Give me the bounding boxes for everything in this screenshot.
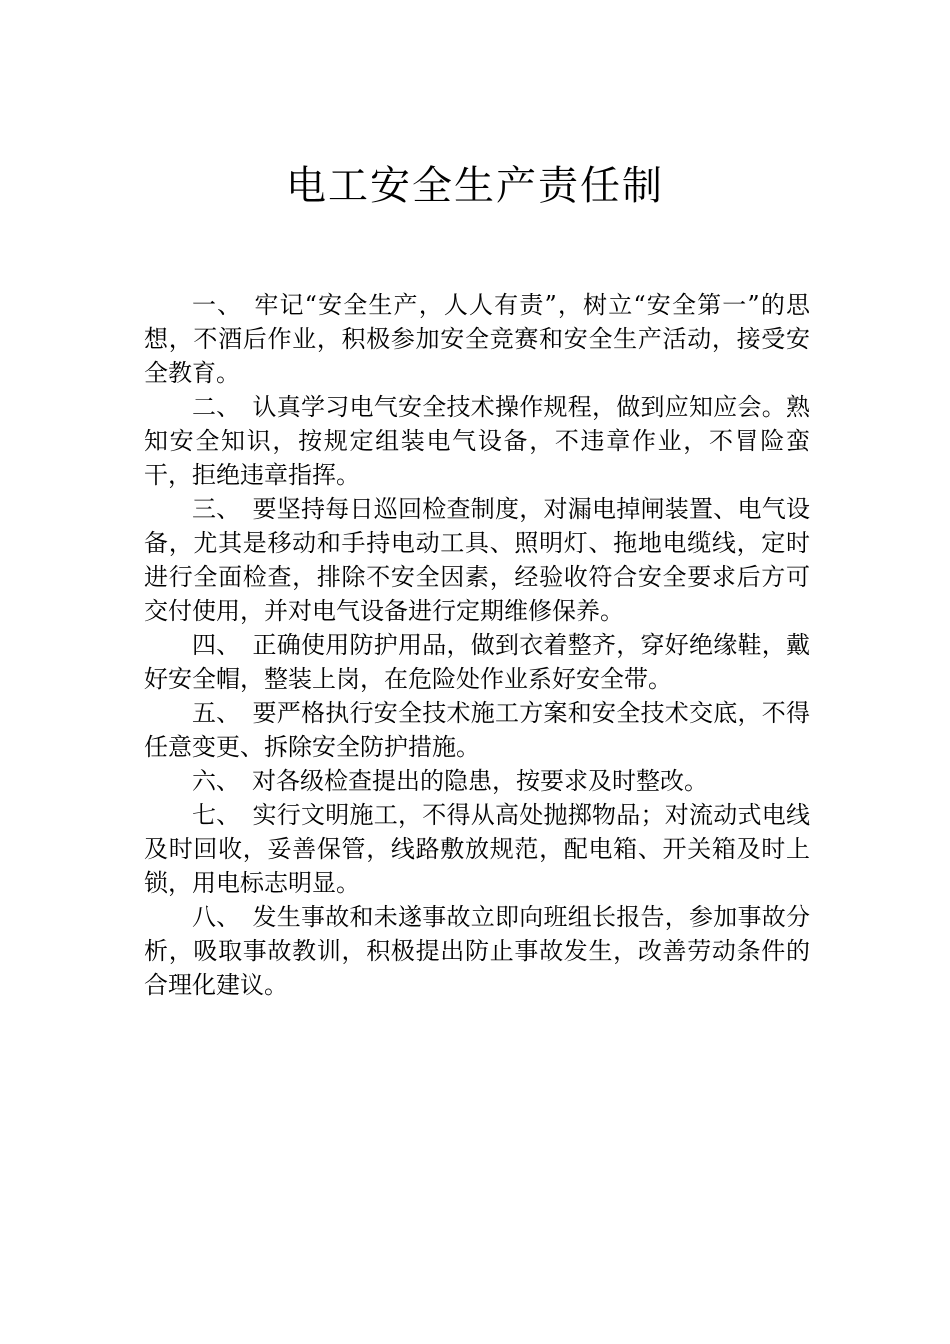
document-body: [144, 288, 810, 1002]
document-title: 电工安全生产责任制: [286, 163, 664, 209]
clause-4: [144, 628, 810, 696]
clause-number: 二、: [192, 393, 241, 421]
clause-3: [144, 492, 810, 628]
clause-text: 要坚持每日巡回检查制度，对漏电掉闸装置、电气设备，尤其是移动和手持电动工具、照明灯、拖地电缆线，定时进行全面检查，排除不安全因素，经验收符合安全要求后方可交付使用，并对电气设备进行定期维修保养。: [144, 495, 810, 625]
clause-2: [144, 390, 810, 492]
clause-text: 要严格执行安全技术施工方案和安全技术交底，不得任意变更、拆除安全防护措施。: [144, 699, 810, 761]
clause-8: [144, 900, 810, 1002]
clause-number: 六、: [192, 767, 240, 795]
clause-text: 实行文明施工，不得从高处抛掷物品；对流动式电线及时回收，妥善保管，线路敷放规范，配电箱、开关箱及时上锁，用电标志明显。: [144, 801, 810, 897]
clause-1: [144, 288, 810, 390]
clause-text: 发生事故和未遂事故立即向班组长报告，参加事故分析，吸取事故教训，积极提出防止事故发生，改善劳动条件的合理化建议。: [144, 903, 810, 999]
clause-7: [144, 798, 810, 900]
clause-5: [144, 696, 810, 764]
clause-number: 四、: [192, 631, 241, 659]
clause-number: 一、: [192, 291, 243, 319]
clause-text: 对各级检查提出的隐患，按要求及时整改。: [252, 767, 708, 795]
clause-number: 七、: [192, 801, 241, 829]
clause-number: 八、: [192, 903, 241, 931]
clause-text: 正确使用防护用品，做到衣着整齐，穿好绝缘鞋，戴好安全帽，整装上岗，在危险处作业系好安全带。: [144, 631, 810, 693]
clause-6: [144, 764, 810, 798]
clause-number: 三、: [192, 495, 241, 523]
clause-text: 牢记“安全生产，人人有责”，树立“安全第一”的思想，不酒后作业，积极参加安全竞赛和安全生产活动，接受安全教育。: [144, 291, 811, 387]
clause-number: 五、: [192, 699, 241, 727]
clause-text: 认真学习电气安全技术操作规程，做到应知应会。熟知安全知识，按规定组装电气设备，不违章作业，不冒险蛮干，拒绝违章指挥。: [144, 393, 810, 489]
